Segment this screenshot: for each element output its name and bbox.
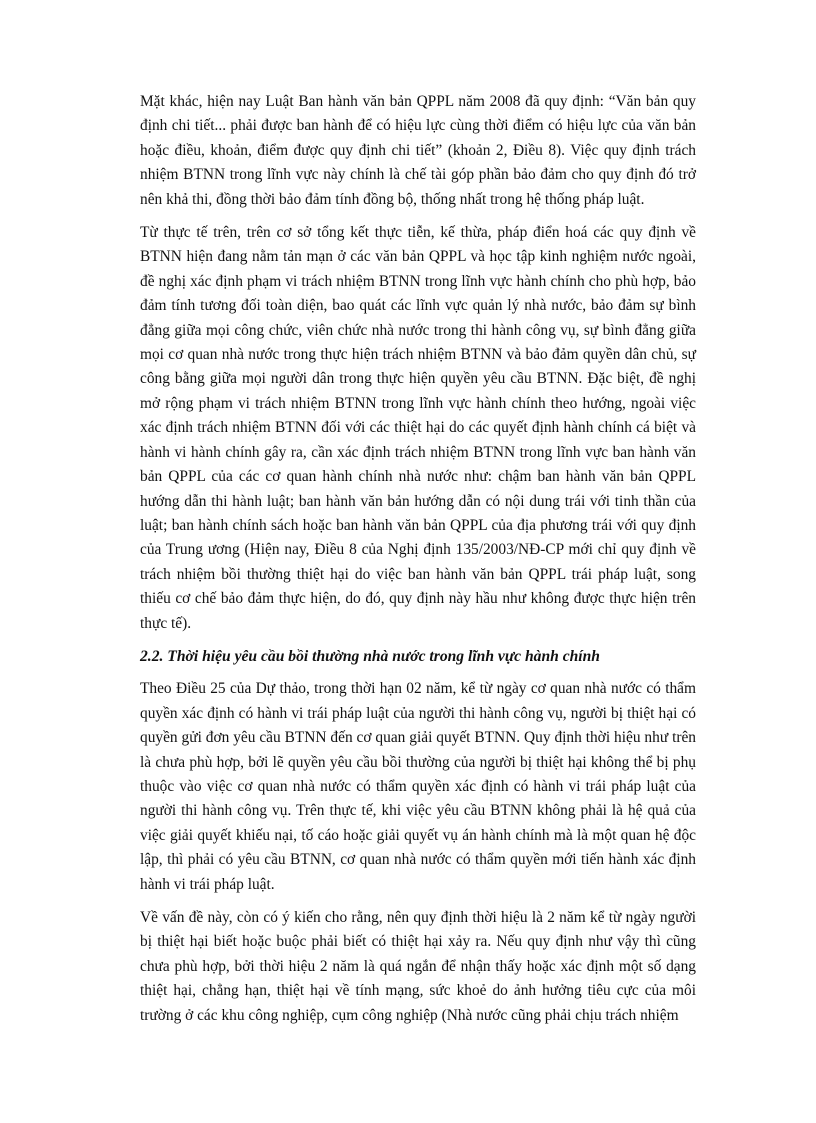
paragraph-opinion: Về vấn đề này, còn có ý kiến cho rằng, nên quy định thời hiệu là 2 năm kể từ ngày người bị thiệt hại biết hoặc buộc phải biết có thiệt hại xảy ra. Nếu quy định như vậy thì cũng chưa phù hợp, bởi thời hiệu 2 năm là quá ngắn để nhận thấy hoặc xác định một số dạng thiệt hại, chẳng hạn, thiệt hại về tính mạng, sức khoẻ do ảnh hưởng tiêu cực của môi trường ở các khu công nghiệp, cụm công nghiệp (Nhà nước cũng phải chịu trách nhiệm [140, 909, 696, 1024]
paragraph-legal-basis: Mặt khác, hiện nay Luật Ban hành văn bản QPPL năm 2008 đã quy định: “Văn bản quy định chi tiết... phải được ban hành để có hiệu lực cùng thời điểm có hiệu lực của văn bản hoặc điều, khoản, điểm được quy định chi tiết” (khoản 2, Điều 8). Việc quy định trách nhiệm BTNN trong lĩnh vực này chính là chế tài góp phần bảo đảm cho quy định đó trở nên khả thi, đồng thời bảo đảm tính đồng bộ, thống nhất trong hệ thống pháp luật. [140, 93, 696, 208]
paragraph-proposal: Từ thực tế trên, trên cơ sở tổng kết thực tiễn, kế thừa, pháp điển hoá các quy định về BTNN hiện đang nằm tản mạn ở các văn bản QPPL và học tập kinh nghiệm nước ngoài, đề nghị xác định phạm vi trách nhiệm BTNN trong lĩnh vực hành chính cho phù hợp, bảo đảm tính tương đối toàn diện, bao quát các lĩnh vực quản lý nhà nước, bảo đảm sự bình đẳng giữa mọi công chức, viên chức nhà nước trong thi hành công vụ, sự bình đẳng giữa mọi cơ quan nhà nước trong thực hiện trách nhiệm BTNN và bảo đảm quyền dân chủ, sự công bằng giữa mọi người dân trong thực hiện quyền yêu cầu BTNN. Đặc biệt, đề nghị mở rộng phạm vi trách nhiệm BTNN trong lĩnh vực hành chính theo hướng, ngoài việc xác định trách nhiệm BTNN đối với các thiệt hại do các quyết định hành chính cá biệt và hành vi hành chính gây ra, cần xác định trách nhiệm BTNN trong lĩnh vực ban hành văn bản QPPL của các cơ quan hành chính nhà nước như: chậm ban hành văn bản QPPL hướng dẫn thi hành luật; ban hành văn bản hướng dẫn có nội dung trái với tinh thần của luật; ban hành chính sách hoặc ban hành văn bản QPPL của địa phương trái với quy định của Trung ương (Hiện nay, Điều 8 của Nghị định 135/2003/NĐ-CP mới chỉ quy định về trách nhiệm bồi thường thiệt hại do việc ban hành văn bản QPPL trái pháp luật, song thiếu cơ chế bảo đảm thực hiện, do đó, quy định này hầu như không được thực hiện trên thực tế). [140, 224, 696, 632]
paragraph-article-25: Theo Điều 25 của Dự thảo, trong thời hạn 02 năm, kể từ ngày cơ quan nhà nước có thẩm quyền xác định có hành vi trái pháp luật của người thi hành công vụ, người bị thiệt hại có quyền gửi đơn yêu cầu BTNN đến cơ quan giải quyết BTNN. Quy định thời hiệu như trên là chưa phù hợp, bởi lẽ quyền yêu cầu bồi thường của người bị thiệt hại không thể bị phụ thuộc vào việc cơ quan nhà nước có thẩm quyền xác định có hành vi trái pháp luật của người thi hành công vụ. Trên thực tế, khi việc yêu cầu BTNN không phải là hệ quả của việc giải quyết khiếu nại, tố cáo hoặc giải quyết vụ án hành chính mà là một quan hệ độc lập, thì phải có yêu cầu BTNN, cơ quan nhà nước có thẩm quyền mới tiến hành xác định hành vi trái pháp luật. [140, 680, 696, 893]
document-body [140, 90, 696, 1037]
section-heading: 2.2. Thời hiệu yêu cầu bồi thường nhà nước trong lĩnh vực hành chính [140, 647, 600, 665]
